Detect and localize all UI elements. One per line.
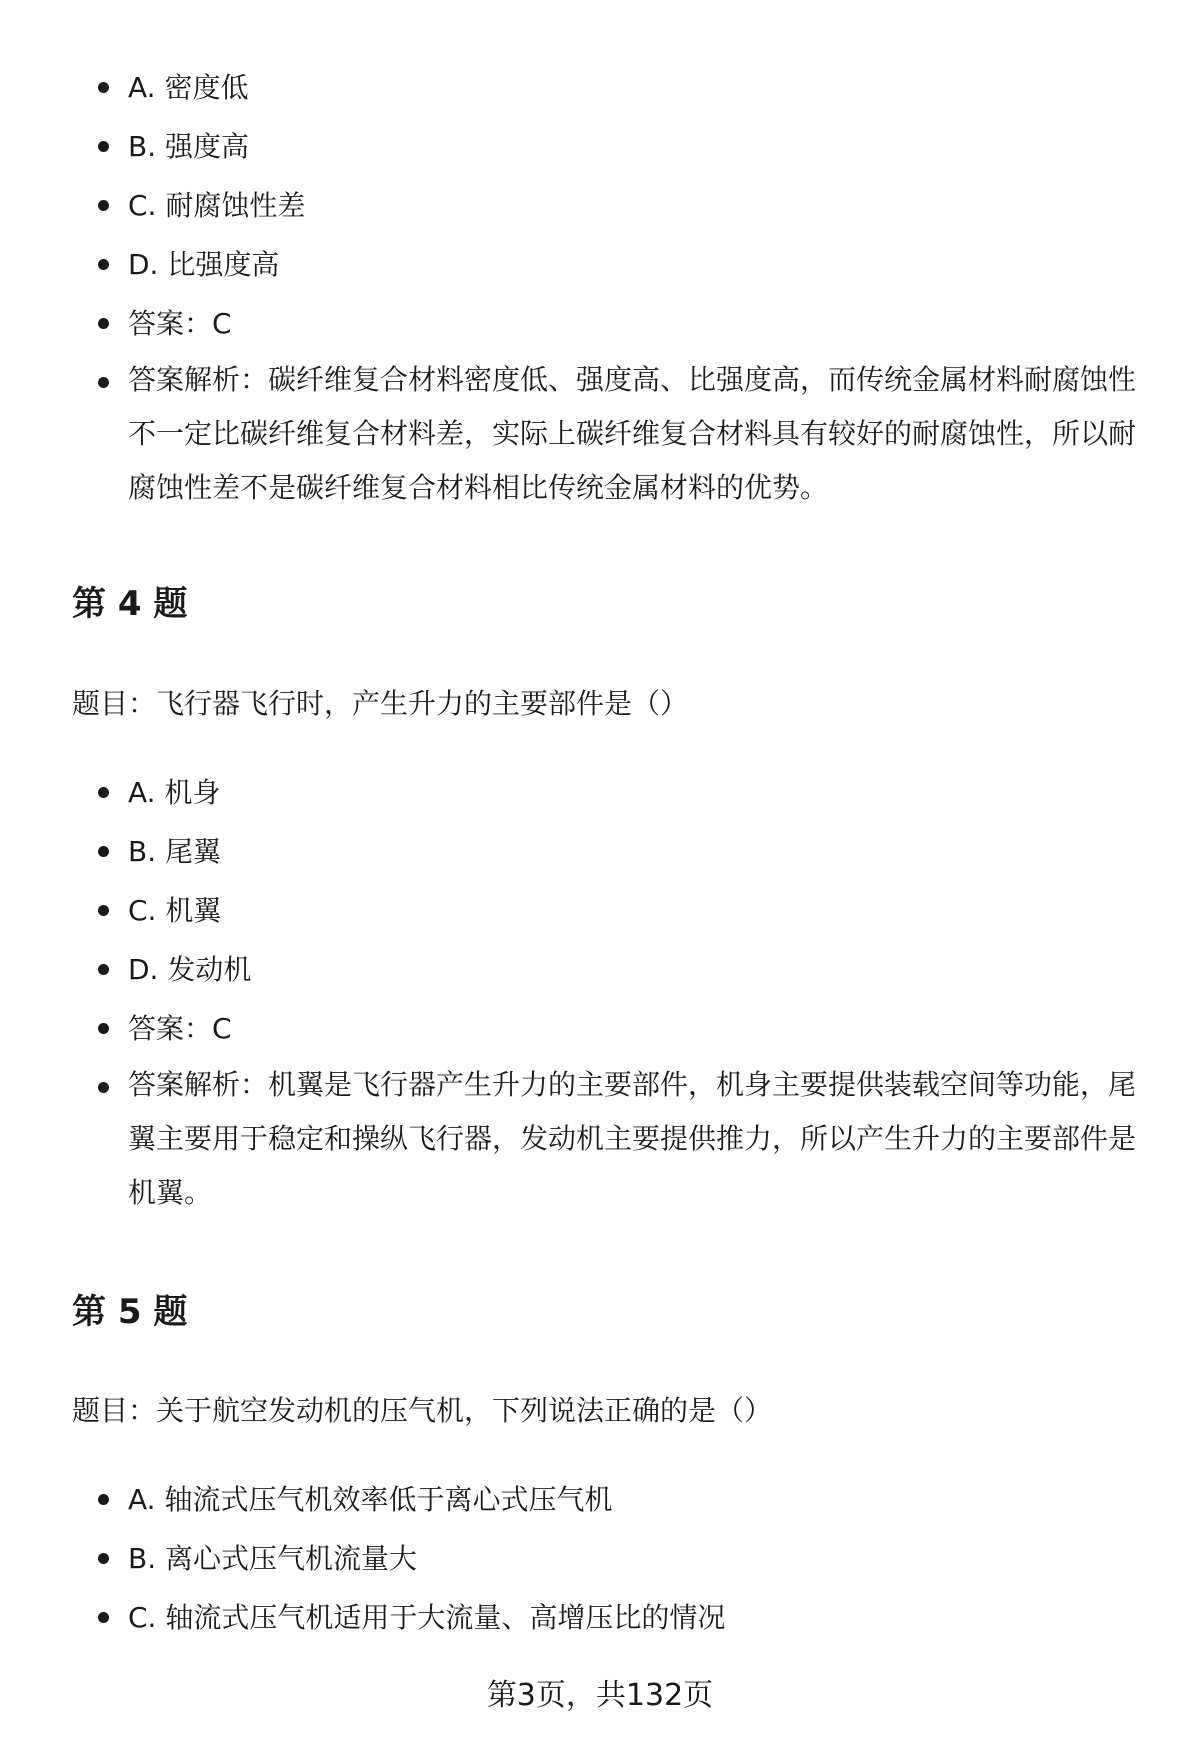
- list-item: [0, 763, 1138, 822]
- bullet-icon: [98, 964, 109, 975]
- list-item: [0, 353, 1138, 515]
- page-number-footer: 第3页，共132页: [486, 1678, 714, 1713]
- q4-heading: 第 4 题: [72, 584, 188, 624]
- bullet-icon: [98, 200, 109, 211]
- q3-option-c: C. 耐腐蚀性差: [128, 189, 306, 222]
- list-item: [0, 881, 1138, 940]
- q3-option-d: D. 比强度高: [128, 248, 280, 281]
- list-item: [0, 235, 1138, 294]
- list-item: [0, 1470, 1138, 1529]
- list-item: [0, 117, 1138, 176]
- list-item: [0, 1058, 1138, 1220]
- bullet-icon: [98, 141, 109, 152]
- q4-option-d: D. 发动机: [128, 953, 252, 986]
- q4-stem: 题目：飞行器飞行时，产生升力的主要部件是（）: [72, 687, 689, 720]
- list-item: [0, 822, 1138, 881]
- q5-option-list: [0, 1470, 1200, 1647]
- q3-option-a: A. 密度低: [128, 71, 249, 104]
- q5-option-a: A. 轴流式压气机效率低于离心式压气机: [128, 1483, 613, 1516]
- q4-explanation: 答案解析：机翼是飞行器产生升力的主要部件，机身主要提供装载空间等功能，尾翼主要用于稳定和操纵飞行器，发动机主要提供推力，所以产生升力的主要部件是机翼。: [128, 1068, 1137, 1209]
- q3-answer: 答案：C: [128, 307, 232, 340]
- q4-answer: 答案：C: [128, 1012, 232, 1045]
- list-item: [0, 940, 1138, 999]
- bullet-icon: [98, 82, 109, 93]
- q4-option-a: A. 机身: [128, 776, 221, 809]
- bullet-icon: [98, 1494, 109, 1505]
- bullet-icon: [98, 846, 109, 857]
- list-item: [0, 294, 1138, 353]
- bullet-icon: [98, 1553, 109, 1564]
- list-item: [0, 999, 1138, 1058]
- list-item: [0, 58, 1138, 117]
- q4-option-list: [0, 763, 1200, 1220]
- bullet-icon: [98, 1023, 109, 1034]
- q5-option-b: B. 离心式压气机流量大: [128, 1542, 418, 1575]
- bullet-icon: [98, 259, 109, 270]
- bullet-icon: [98, 377, 109, 388]
- q4-option-b: B. 尾翼: [128, 835, 222, 868]
- bullet-icon: [98, 318, 109, 329]
- bullet-icon: [98, 787, 109, 798]
- q3-option-list: [0, 58, 1200, 515]
- q3-explanation: 答案解析：碳纤维复合材料密度低、强度高、比强度高，而传统金属材料耐腐蚀性不一定比碳纤维复合材料差，实际上碳纤维复合材料具有较好的耐腐蚀性，所以耐腐蚀性差不是碳纤维复合材料相比传统金属材料的优势。: [128, 363, 1137, 504]
- q3-option-b: B. 强度高: [128, 130, 250, 163]
- list-item: [0, 1588, 1138, 1647]
- q5-stem: 题目：关于航空发动机的压气机，下列说法正确的是（）: [72, 1394, 773, 1427]
- list-item: [0, 1529, 1138, 1588]
- bullet-icon: [98, 905, 109, 916]
- q5-option-c: C. 轴流式压气机适用于大流量、高增压比的情况: [128, 1601, 726, 1634]
- q5-heading: 第 5 题: [72, 1292, 188, 1332]
- q4-option-c: C. 机翼: [128, 894, 222, 927]
- bullet-icon: [98, 1082, 109, 1093]
- list-item: [0, 176, 1138, 235]
- bullet-icon: [98, 1612, 109, 1623]
